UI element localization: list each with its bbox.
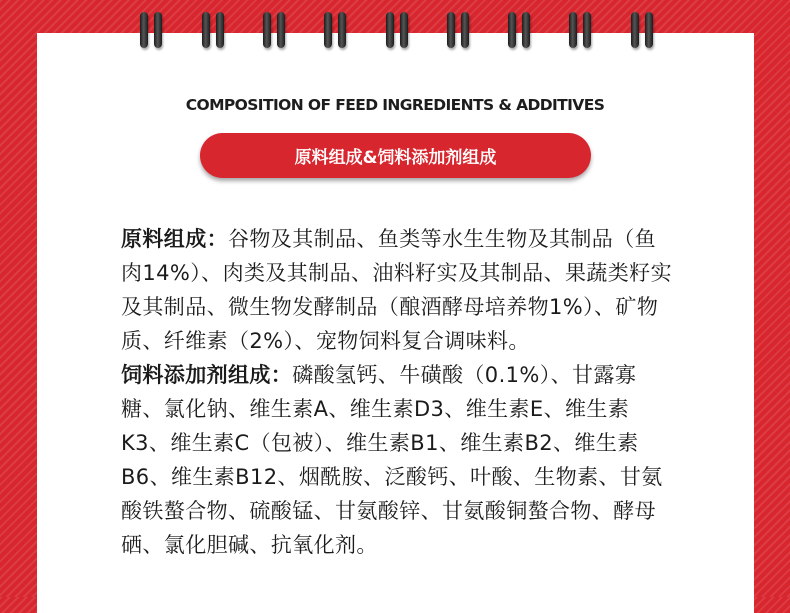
raw-materials-label: 原料组成： — [121, 227, 228, 251]
section-title-cn-banner — [200, 133, 591, 178]
binder-ring — [261, 12, 287, 50]
binder-rings — [0, 12, 790, 52]
binder-ring — [384, 12, 410, 50]
ingredients-text — [121, 222, 677, 562]
raw-materials-paragraph — [121, 222, 677, 358]
binder-ring — [506, 12, 532, 50]
binder-ring — [200, 12, 226, 50]
binder-ring — [629, 12, 655, 50]
section-title-cn: 原料组成&饲料添加剂组成 — [294, 148, 497, 168]
additives-label: 饲料添加剂组成： — [121, 363, 293, 387]
binder-ring — [138, 12, 164, 50]
additives-paragraph — [121, 358, 677, 562]
section-title-en: COMPOSITION OF FEED INGREDIENTS & ADDITIVES — [185, 96, 605, 114]
binder-ring — [322, 12, 348, 50]
binder-ring — [445, 12, 471, 50]
raw-materials-text: 谷物及其制品、鱼类等水生生物及其制品（鱼肉14%）、肉类及其制品、油料籽实及其制品、果蔬类籽实及其制品、微生物发酵制品（酿酒酵母培养物1%）、矿物质、纤维素（2%）、宠物饲料复合调味料。 — [121, 227, 672, 353]
binder-ring — [567, 12, 593, 50]
additives-text: 磷酸氢钙、牛磺酸（0.1%）、甘露寡糖、氯化钠、维生素A、维生素D3、维生素E、维生素K3、维生素C（包被）、维生素B1、维生素B2、维生素B6、维生素B12、烟酰胺、泛酸钙、叶酸、生物素、甘氨酸铁螯合物、硫酸锰、甘氨酸锌、甘氨酸铜螯合物、酵母硒、氯化胆碱、抗氧化剂。 — [121, 363, 663, 557]
